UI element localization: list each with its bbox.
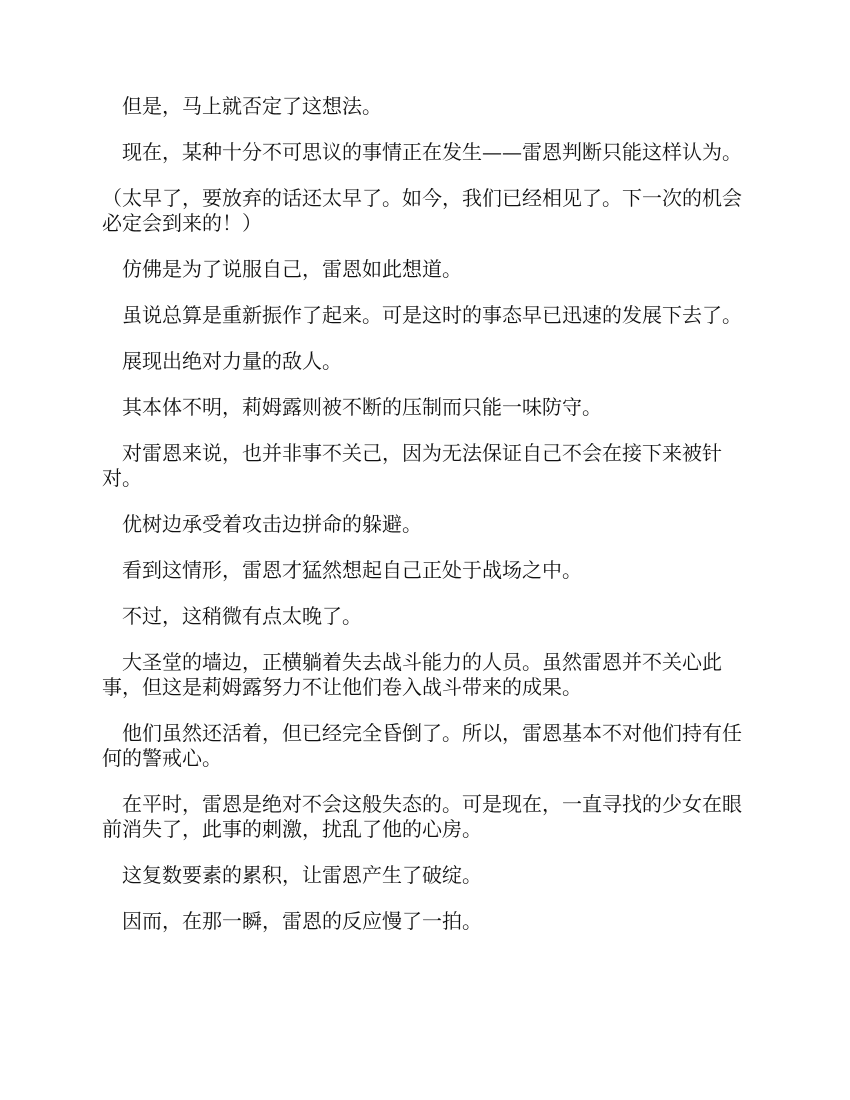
paragraph: 虽说总算是重新振作了起来。可是这时的事态早已迅速的发展下去了。	[122, 303, 742, 327]
paragraph: 优树边承受着攻击边拼命的躲避。	[122, 512, 422, 536]
paragraph: 这复数要素的累积，让雷恩产生了破绽。	[122, 863, 482, 887]
paragraph: 但是，马上就否定了这想法。	[122, 94, 382, 118]
paragraph: 在平时，雷恩是绝对不会这般失态的。可是现在，一直寻找的少女在眼前消失了，此事的刺激，扰乱了他的心房。	[102, 792, 742, 841]
paragraph: 仿佛是为了说服自己，雷恩如此想道。	[122, 257, 462, 281]
document-page	[102, 94, 750, 955]
paragraph: 不过，这稍微有点太晚了。	[122, 604, 362, 628]
paragraph: 展现出绝对力量的敌人。	[122, 349, 342, 373]
paragraph: 因而，在那一瞬，雷恩的反应慢了一拍。	[122, 909, 482, 933]
paragraph: 看到这情形，雷恩才猛然想起自己正处于战场之中。	[122, 558, 582, 582]
paragraph: 对雷恩来说，也并非事不关己，因为无法保证自己不会在接下来被针对。	[102, 441, 722, 490]
paragraph: 大圣堂的墙边，正横躺着失去战斗能力的人员。虽然雷恩并不关心此事，但这是莉姆露努力不让他们卷入战斗带来的成果。	[102, 650, 722, 699]
paragraph: 现在，某种十分不可思议的事情正在发生——雷恩判断只能这样认为。	[122, 140, 742, 164]
paragraph: 其本体不明，莉姆露则被不断的压制而只能一味防守。	[122, 395, 602, 419]
paragraph: （太早了，要放弃的话还太早了。如今，我们已经相见了。下一次的机会必定会到来的！）	[102, 186, 742, 235]
paragraph: 他们虽然还活着，但已经完全昏倒了。所以，雷恩基本不对他们持有任何的警戒心。	[102, 721, 742, 770]
